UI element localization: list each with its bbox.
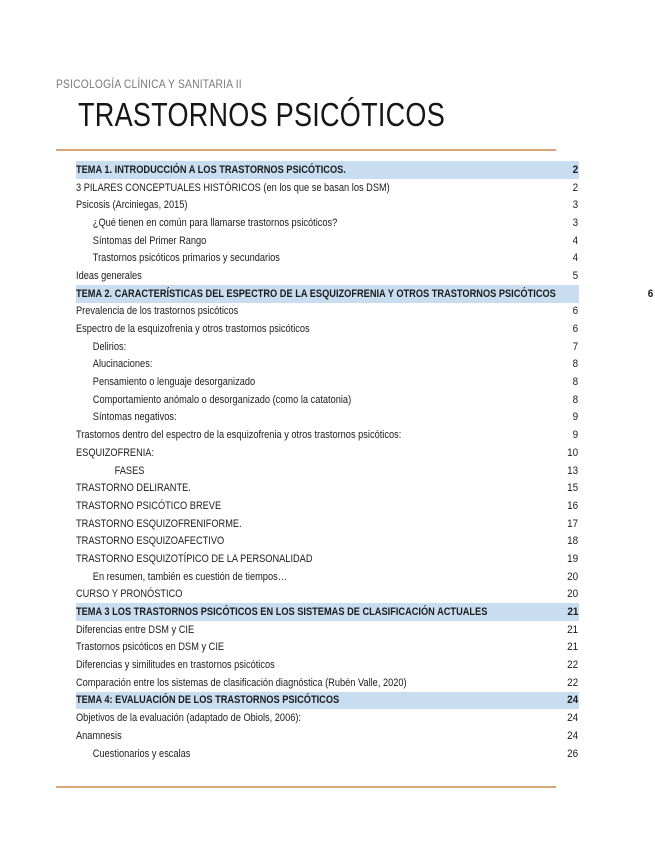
toc-entry-title: Cuestionarios y escalas	[92, 747, 191, 760]
table-of-contents	[76, 161, 654, 762]
toc-entry-row[interactable]	[76, 320, 579, 338]
toc-page-number: 9	[572, 429, 579, 442]
toc-entry-title: Síntomas del Primer Rango	[92, 234, 207, 247]
toc-entry-title: TEMA 4: EVALUACIÓN DE LOS TRASTORNOS PSICÓTICOS	[76, 694, 340, 707]
toc-heading-row[interactable]	[76, 692, 579, 710]
toc-page-number: 21	[567, 623, 579, 636]
toc-entry-title: Ideas generales	[76, 269, 142, 282]
toc-entry-title: Diferencias y similitudes en trastornos psicóticos	[76, 659, 275, 672]
toc-entry-title: Espectro de la esquizofrenia y otros trastornos psicóticos	[76, 323, 310, 336]
toc-entry-title: TRASTORNO ESQUIZOAFECTIVO	[76, 535, 225, 548]
toc-entry-row[interactable]	[76, 373, 579, 391]
toc-entry-title: Delirios:	[92, 340, 127, 353]
toc-entry-row[interactable]	[76, 232, 579, 250]
toc-entry-title: FASES	[114, 464, 145, 477]
toc-page-number: 2	[572, 181, 579, 194]
toc-entry-title: Anamnesis	[76, 729, 122, 742]
toc-page-number: 13	[567, 464, 579, 477]
toc-entry-row[interactable]	[76, 621, 579, 639]
toc-entry-row[interactable]	[76, 709, 579, 727]
toc-entry-title: Psicosis (Arciniegas, 2015)	[76, 199, 188, 212]
toc-entry-title: Trastornos dentro del espectro de la esquizofrenia y otros trastornos psicóticos:	[76, 429, 402, 442]
toc-page-number: 16	[567, 499, 579, 512]
toc-entry-row[interactable]	[76, 338, 579, 356]
toc-entry-title: Comparación entre los sistemas de clasificación diagnóstica (Rubén Valle, 2020)	[76, 676, 407, 689]
toc-entry-row[interactable]	[76, 727, 579, 745]
toc-entry-row[interactable]	[76, 249, 579, 267]
toc-entry-row[interactable]	[76, 656, 579, 674]
toc-entry-title: Síntomas negativos:	[92, 411, 177, 424]
toc-entry-row[interactable]	[76, 179, 579, 197]
toc-page-number: 6	[572, 323, 579, 336]
toc-entry-row[interactable]	[76, 426, 579, 444]
toc-entry-title: Diferencias entre DSM y CIE	[76, 623, 195, 636]
toc-entry-title: TEMA 1. INTRODUCCIÓN A LOS TRASTORNOS PSICÓTICOS.	[76, 163, 346, 176]
toc-entry-row[interactable]	[76, 303, 579, 321]
toc-page-number: 3	[572, 216, 579, 229]
toc-entry-row[interactable]	[76, 745, 579, 763]
toc-page-number: 4	[572, 234, 579, 247]
toc-entry-row[interactable]	[76, 479, 579, 497]
toc-entry-row[interactable]	[76, 356, 579, 374]
document-title: TRASTORNOS PSICÓTICOS	[78, 96, 446, 133]
bottom-divider	[56, 786, 556, 788]
toc-page-number: 26	[567, 747, 579, 760]
toc-entry-row[interactable]	[76, 586, 579, 604]
toc-page-number: 22	[567, 659, 579, 672]
toc-page-number: 7	[572, 340, 579, 353]
toc-entry-title: TRASTORNO PSICÓTICO BREVE	[76, 499, 222, 512]
toc-page-number: 9	[572, 411, 579, 424]
toc-page-number: 6	[647, 287, 654, 300]
toc-entry-title: ESQUIZOFRENIA:	[76, 446, 155, 459]
toc-entry-title: Trastornos psicóticos primarios y secundarios	[92, 252, 280, 265]
toc-page-number: 8	[572, 358, 579, 371]
toc-entry-title: Objetivos de la evaluación (adaptado de Obiols, 2006):	[76, 712, 301, 725]
toc-entry-title: TRASTORNO DELIRANTE.	[76, 482, 191, 495]
toc-entry-row[interactable]	[76, 532, 579, 550]
toc-entry-row[interactable]	[76, 444, 579, 462]
toc-entry-title: TRASTORNO ESQUIZOFRENIFORME.	[76, 517, 242, 530]
toc-entry-row[interactable]	[76, 550, 579, 568]
toc-entry-title: TEMA 2. CARACTERÍSTICAS DEL ESPECTRO DE LA ESQUIZOFRENIA Y OTROS TRASTORNOS PSICÓTICOS	[76, 287, 556, 300]
toc-page-number: 8	[572, 376, 579, 389]
toc-page-number: 21	[567, 641, 579, 654]
toc-page-number: 4	[572, 252, 579, 265]
subject-label: PSICOLOGÍA CLÍNICA Y SANITARIA II	[56, 77, 242, 91]
toc-page-number: 8	[572, 393, 579, 406]
toc-page-number: 15	[567, 482, 579, 495]
toc-page-number: 10	[567, 446, 579, 459]
toc-page-number: 20	[567, 570, 579, 583]
toc-entry-title: Trastornos psicóticos en DSM y CIE	[76, 641, 225, 654]
toc-entry-title: TRASTORNO ESQUIZOTÍPICO DE LA PERSONALIDAD	[76, 552, 313, 565]
toc-page-number: 5	[572, 269, 579, 282]
toc-entry-row[interactable]	[76, 196, 579, 214]
toc-entry-row[interactable]	[76, 674, 579, 692]
toc-entry-title: En resumen, también es cuestión de tiempos…	[92, 570, 287, 583]
toc-entry-row[interactable]	[76, 568, 579, 586]
toc-entry-title: Comportamiento anómalo o desorganizado (como la catatonia)	[92, 393, 352, 406]
top-divider	[56, 149, 556, 151]
toc-page-number: 21	[567, 606, 579, 619]
toc-heading-row[interactable]	[76, 603, 579, 621]
toc-page-number: 22	[567, 676, 579, 689]
toc-page-number: 6	[572, 305, 579, 318]
toc-entry-title: Alucinaciones:	[92, 358, 153, 371]
toc-page-number: 17	[567, 517, 579, 530]
toc-entry-row[interactable]	[76, 214, 579, 232]
toc-entry-title: 3 PILARES CONCEPTUALES HISTÓRICOS (en los que se basan los DSM)	[76, 181, 390, 194]
toc-entry-row[interactable]	[76, 267, 579, 285]
toc-entry-title: Pensamiento o lenguaje desorganizado	[92, 376, 256, 389]
toc-page-number: 2	[572, 163, 579, 176]
toc-heading-row[interactable]	[76, 285, 654, 303]
toc-page-number: 20	[567, 588, 579, 601]
toc-page-number: 24	[567, 712, 579, 725]
toc-entry-row[interactable]	[76, 497, 579, 515]
toc-page-number: 24	[567, 694, 579, 707]
toc-page-number: 3	[572, 199, 579, 212]
toc-entry-title: CURSO Y PRONÓSTICO	[76, 588, 183, 601]
toc-heading-row[interactable]	[76, 161, 579, 179]
toc-entry-row[interactable]	[76, 391, 579, 409]
toc-entry-row[interactable]	[76, 409, 579, 427]
toc-page-number: 19	[567, 552, 579, 565]
toc-entry-row[interactable]	[76, 639, 579, 657]
toc-entry-title: Prevalencia de los trastornos psicóticos	[76, 305, 239, 318]
toc-page-number: 24	[567, 729, 579, 742]
toc-entry-row[interactable]	[76, 462, 579, 480]
toc-page-number: 18	[567, 535, 579, 548]
toc-entry-row[interactable]	[76, 515, 579, 533]
toc-entry-title: ¿Qué tienen en común para llamarse trastornos psicóticos?	[92, 216, 338, 229]
toc-entry-title: TEMA 3 LOS TRASTORNOS PSICÓTICOS EN LOS SISTEMAS DE CLASIFICACIÓN ACTUALES	[76, 606, 488, 619]
